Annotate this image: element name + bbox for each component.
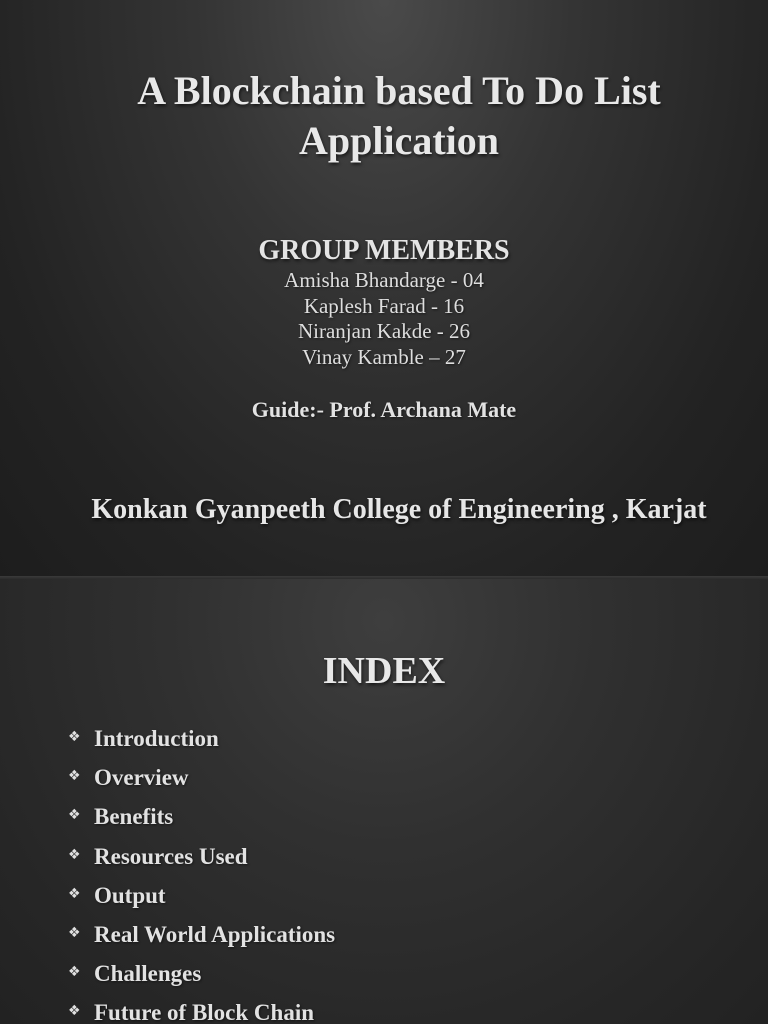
index-item-introduction <box>68 724 335 763</box>
index-item-label: Output <box>94 882 166 908</box>
index-item-label: Introduction <box>94 726 219 751</box>
four-diamond-bullet-icon: ❖ <box>68 964 81 981</box>
four-diamond-bullet-icon: ❖ <box>68 924 81 941</box>
four-diamond-bullet-icon: ❖ <box>68 1003 81 1020</box>
guide-name: Guide:- Prof. Archana Mate <box>251 397 517 422</box>
index-slide <box>0 576 768 1024</box>
index-item-challenges <box>68 959 335 998</box>
index-title: INDEX <box>322 650 446 692</box>
index-item-label: Overview <box>94 765 189 791</box>
four-diamond-bullet-icon: ❖ <box>68 807 81 824</box>
index-list <box>68 724 335 1024</box>
member-item: Kaplesh Farad - 16 <box>303 293 465 318</box>
four-diamond-bullet-icon: ❖ <box>68 768 81 785</box>
college-name: Konkan Gyanpeeth College of Engineering , Karjat <box>91 494 707 525</box>
title-line-1: A Blockchain based To Do List <box>137 68 661 113</box>
member-item: Vinay Kamble – 27 <box>302 344 466 369</box>
index-item-label: Benefits <box>94 804 174 830</box>
index-item-label: Resources Used <box>94 843 248 869</box>
index-item-future-of-block-chain <box>68 998 335 1024</box>
member-item: Niranjan Kakde - 26 <box>297 319 471 343</box>
index-item-overview <box>68 763 335 802</box>
group-member-list <box>0 268 768 370</box>
four-diamond-bullet-icon: ❖ <box>68 729 81 745</box>
index-item-label: Real World Applications <box>94 921 336 947</box>
index-item-benefits <box>68 802 335 841</box>
index-item-label: Challenges <box>94 961 202 987</box>
index-item-real-world-applications <box>68 920 335 959</box>
index-item-resources-used <box>68 842 335 881</box>
presentation-title <box>40 66 758 166</box>
index-item-output <box>68 881 335 920</box>
four-diamond-bullet-icon: ❖ <box>68 885 81 902</box>
title-line-2: Application <box>298 118 500 163</box>
group-members-heading: GROUP MEMBERS <box>258 235 510 266</box>
member-item: Amisha Bhandarge - 04 <box>284 268 484 292</box>
four-diamond-bullet-icon: ❖ <box>68 846 81 863</box>
index-item-label: Future of Block Chain <box>94 1000 315 1024</box>
